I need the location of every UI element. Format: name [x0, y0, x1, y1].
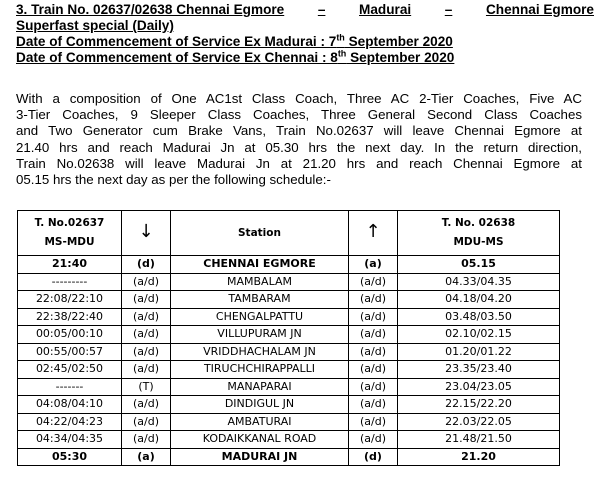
- status-02638: (a/d): [349, 413, 398, 431]
- status-02637: (a/d): [122, 291, 171, 309]
- time-02638: 03.48/03.50: [398, 308, 560, 326]
- paragraph-line: and Two Generator cum Brake Vans, Train No.02637 will leave Chennai Egmore at: [16, 123, 582, 139]
- station-name: AMBATURAI: [171, 413, 349, 431]
- station-name: DINDIGUL JN: [171, 396, 349, 414]
- commencement-chennai-ordinal: th: [337, 48, 347, 59]
- paragraph-line: Train No.02638 will leave Madurai Jn at 21.20 hrs and reach Chennai Egmore at: [16, 155, 582, 171]
- heading-line-3: [16, 34, 594, 50]
- schedule-row: [18, 396, 560, 414]
- time-02638: 22.15/22.20: [398, 396, 560, 414]
- heading-dash-2: –: [444, 2, 453, 17]
- station-name: CHENNAI EGMORE: [171, 256, 349, 274]
- description-paragraph: [16, 91, 582, 188]
- station-name: VRIDDHACHALAM JN: [171, 343, 349, 361]
- time-02638: 23.04/23.05: [398, 378, 560, 396]
- status-02638: (a/d): [349, 378, 398, 396]
- heading-destination: Madurai: [359, 2, 412, 17]
- station-name: VILLUPURAM JN: [171, 326, 349, 344]
- time-02637: 00:55/00:57: [18, 343, 122, 361]
- time-02638: 22.03/22.05: [398, 413, 560, 431]
- status-02638: (a): [349, 256, 398, 274]
- status-02638: (a/d): [349, 431, 398, 449]
- time-02638: 21.48/21.50: [398, 431, 560, 449]
- header-train-02638: [398, 211, 560, 256]
- status-02637: (a/d): [122, 273, 171, 291]
- status-02637: (a/d): [122, 343, 171, 361]
- heading-line-2: Superfast special (Daily): [16, 18, 174, 33]
- time-02637: ---------: [18, 273, 122, 291]
- status-02638: (a/d): [349, 291, 398, 309]
- status-02638: (a/d): [349, 361, 398, 379]
- header-train-02638-route: MDU-MS: [453, 236, 504, 248]
- commencement-chennai-month: September 2020: [346, 50, 455, 65]
- station-name: MAMBALAM: [171, 273, 349, 291]
- header-train-02638-number: T. No. 02638: [441, 217, 516, 229]
- status-02638: (d): [349, 448, 398, 466]
- status-02638: (a/d): [349, 326, 398, 344]
- status-02637: (a/d): [122, 431, 171, 449]
- schedule-row: [18, 413, 560, 431]
- station-name: TAMBARAM: [171, 291, 349, 309]
- time-02638: 05.15: [398, 256, 560, 274]
- heading-dash-1: –: [317, 2, 326, 17]
- header-station: Station: [171, 211, 349, 256]
- station-name: CHENGALPATTU: [171, 308, 349, 326]
- time-02637: 22:38/22:40: [18, 308, 122, 326]
- heading-line-1: [16, 2, 594, 18]
- up-arrow-icon: ↑: [365, 221, 381, 242]
- paragraph-line: 21.40 hrs and reach Madurai Jn at 05.30 hrs the next day. In the return direction,: [16, 139, 582, 155]
- time-02637: 04:08/04:10: [18, 396, 122, 414]
- commencement-madurai-ordinal: th: [336, 32, 345, 43]
- heading-line-4: [16, 50, 594, 66]
- status-02637: (a/d): [122, 326, 171, 344]
- time-02637: 05:30: [18, 448, 122, 466]
- schedule-row: [18, 378, 560, 396]
- status-02637: (a/d): [122, 361, 171, 379]
- header-train-02637-number: T. No.02637: [34, 217, 105, 229]
- paragraph-line: 05.15 hrs the next day as per the following schedule:-: [16, 172, 331, 188]
- header-up-arrow: [349, 211, 398, 256]
- status-02637: (a/d): [122, 396, 171, 414]
- status-02638: (a/d): [349, 343, 398, 361]
- station-name: TIRUCHCHIRAPPALLI: [171, 361, 349, 379]
- schedule-row: [18, 431, 560, 449]
- header-train-02637: [18, 211, 122, 256]
- commencement-madurai-month: September 2020: [344, 34, 453, 49]
- paragraph-line: 3-Tier Coaches, 9 Sleeper Class Coaches, Three General Second Class Coaches: [16, 107, 582, 123]
- schedule-row: [18, 448, 560, 466]
- status-02637: (T): [122, 378, 171, 396]
- schedule-header-row: [18, 211, 560, 256]
- time-02638: 04.18/04.20: [398, 291, 560, 309]
- schedule-row: [18, 308, 560, 326]
- header-down-arrow: [122, 211, 171, 256]
- commencement-madurai-text: Date of Commencement of Service Ex Madurai : 7: [16, 34, 337, 49]
- time-02638: 04.33/04.35: [398, 273, 560, 291]
- time-02638: 23.35/23.40: [398, 361, 560, 379]
- time-02638: 21.20: [398, 448, 560, 466]
- heading-train-numbers: 3. Train No. 02637/02638 Chennai Egmore: [16, 2, 285, 17]
- heading-return-station: Chennai Egmore: [485, 2, 594, 17]
- schedule-row: [18, 361, 560, 379]
- schedule-row: [18, 291, 560, 309]
- time-02637: 22:08/22:10: [18, 291, 122, 309]
- station-name: KODAIKKANAL ROAD: [171, 431, 349, 449]
- time-02637: 04:34/04:35: [18, 431, 122, 449]
- schedule-row: [18, 343, 560, 361]
- status-02638: (a/d): [349, 308, 398, 326]
- status-02638: (a/d): [349, 396, 398, 414]
- commencement-chennai-text: Date of Commencement of Service Ex Chennai : 8: [16, 50, 338, 65]
- schedule-row: [18, 256, 560, 274]
- status-02637: (a/d): [122, 308, 171, 326]
- status-02637: (d): [122, 256, 171, 274]
- station-name: MANAPARAI: [171, 378, 349, 396]
- time-02638: 02.10/02.15: [398, 326, 560, 344]
- time-02637: 04:22/04:23: [18, 413, 122, 431]
- time-02637: 00:05/00:10: [18, 326, 122, 344]
- header-train-02637-route: MS-MDU: [44, 236, 95, 248]
- section-heading: [16, 2, 594, 66]
- status-02637: (a): [122, 448, 171, 466]
- station-name: MADURAI JN: [171, 448, 349, 466]
- paragraph-line: With a composition of One AC1st Class Coach, Three AC 2-Tier Coaches, Five AC: [16, 91, 582, 106]
- schedule-row: [18, 326, 560, 344]
- time-02637: -------: [18, 378, 122, 396]
- down-arrow-icon: ↓: [138, 221, 154, 242]
- status-02638: (a/d): [349, 273, 398, 291]
- schedule-table: [17, 210, 560, 466]
- schedule-row: [18, 273, 560, 291]
- status-02637: (a/d): [122, 413, 171, 431]
- time-02637: 02:45/02:50: [18, 361, 122, 379]
- time-02638: 01.20/01.22: [398, 343, 560, 361]
- time-02637: 21:40: [18, 256, 122, 274]
